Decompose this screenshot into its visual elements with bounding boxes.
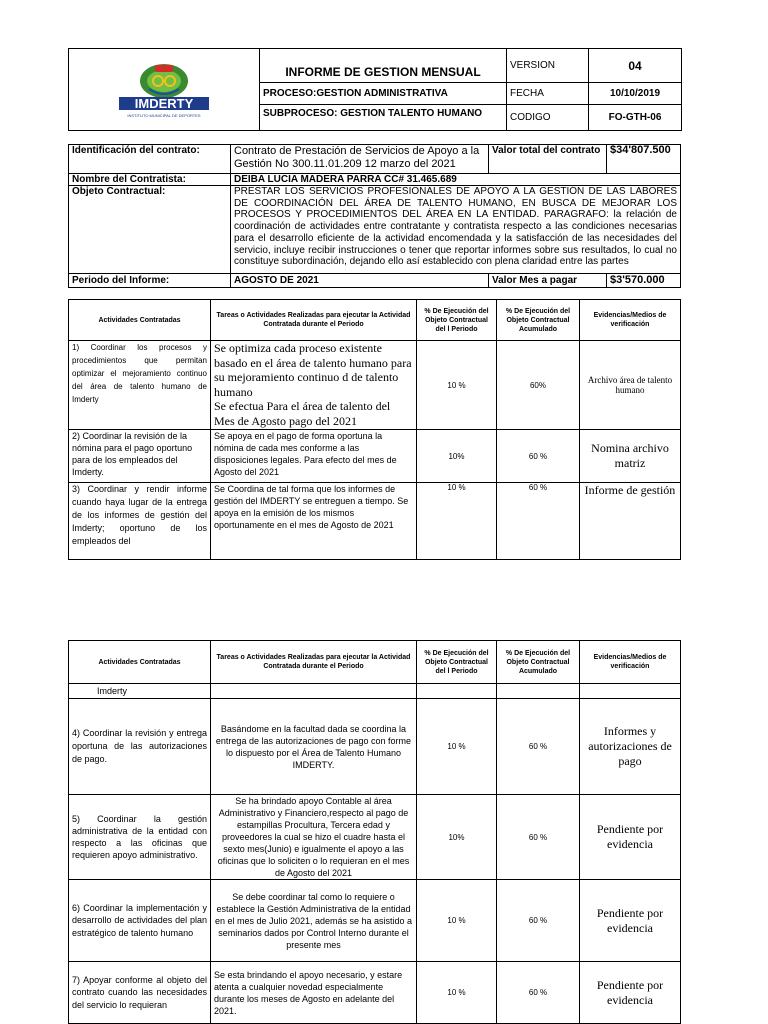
table-row xyxy=(69,341,681,430)
code-value: FO-GTH-06 xyxy=(589,105,682,131)
col-exec-period: % De Ejecución del Objeto Contractual del l Periodo xyxy=(417,641,497,684)
code-label: CODIGO xyxy=(507,105,589,131)
object-label: Objeto Contractual: xyxy=(69,186,231,274)
table-row xyxy=(69,795,681,880)
month-value: $3'570.000 xyxy=(607,274,681,288)
task-cell: Se Coordina de tal forma que los informes de gestión del IMDERTY se entreguen a tiempo. Se apoya en la emisión de los mismos oportunamente en el mes de Agosto de 2021 xyxy=(211,483,417,560)
report-title: INFORME DE GESTION MENSUAL xyxy=(260,49,507,83)
logo-text: IMDERTY xyxy=(134,95,194,111)
total-value-label: Valor total del contrato xyxy=(489,145,607,174)
col-exec-acc: % De Ejecución del Objeto Contractual Acumulado xyxy=(497,641,580,684)
activities-table-1 xyxy=(68,299,681,560)
exec-period-cell: 10 % xyxy=(417,880,497,962)
version-label: VERSION xyxy=(507,49,589,83)
exec-period-cell: 10 % xyxy=(417,341,497,430)
task-cell: Se esta brindando el apoyo necesario, y estare atenta a cualquier novedad especialmente durante los meses de Agosto en adelante del 2021. xyxy=(211,962,417,1024)
subprocess-label: SUBPROCESO: GESTION TALENTO HUMANO xyxy=(260,105,507,131)
table-row xyxy=(69,880,681,962)
exec-acc-cell: 60 % xyxy=(497,962,580,1024)
contractor-name-value: DEIBA LUCIA MADERA PARRA CC# 31.465.689 xyxy=(231,174,681,186)
col-activities: Actividades Contratadas xyxy=(69,300,211,341)
activity-cell: 7) Apoyar conforme al objeto del contrato cuando las necesidades del servicio lo requieran xyxy=(69,962,211,1024)
evidence-cell: Archivo área de talento humano xyxy=(580,341,681,430)
process-label: PROCESO:GESTION ADMINISTRATIVA xyxy=(260,83,507,105)
period-value: AGOSTO DE 2021 xyxy=(231,274,489,288)
table-row xyxy=(69,684,681,699)
exec-acc-cell: 60 % xyxy=(497,880,580,962)
exec-period-cell: 10% xyxy=(417,795,497,880)
col-tasks: Tareas o Actividades Realizadas para ejecutar la Actividad Contratada durante el Periodo xyxy=(211,641,417,684)
exec-period-cell: 10 % xyxy=(417,483,497,560)
total-value: $34'807.500 xyxy=(607,145,681,174)
evidence-cell: Pendiente por evidencia xyxy=(580,795,681,880)
contract-id-value: Contrato de Prestación de Servicios de Apoyo a la Gestión No 300.11.01.209 12 marzo del 2021 xyxy=(231,145,489,174)
exec-acc-cell: 60 % xyxy=(497,430,580,483)
col-evidence: Evidencias/Medios de verificación xyxy=(580,300,681,341)
evidence-cell: Informes y autorizaciones de pago xyxy=(580,699,681,795)
col-evidence: Evidencias/Medios de verificación xyxy=(580,641,681,684)
table-row xyxy=(69,430,681,483)
col-exec-acc: % De Ejecución del Objeto Contractual Acumulado xyxy=(497,300,580,341)
evidence-cell: Nomina archivo matriz xyxy=(580,430,681,483)
logo-subtitle: INSTITUTO MUNICIPAL DE DEPORTES xyxy=(127,112,201,118)
exec-acc-cell: 60% xyxy=(497,341,580,430)
task-cell: Se apoya en el pago de forma oportuna la nómina de cada mes conforme a las disposiciones legales. Para efecto del mes de Agosto del 2021 xyxy=(211,430,417,483)
activities-table-2 xyxy=(68,640,681,1024)
task-cell: Basándome en la facultad dada se coordina la entrega de las autorizaciones de pago con forme lo dispuesto por el Área de Talento Humano IMDERTY. xyxy=(211,699,417,795)
imderty-logo xyxy=(109,59,219,121)
period-label: Periodo del Informe: xyxy=(69,274,231,288)
contractor-name-label: Nombre del Contratista: xyxy=(69,174,231,186)
activity-cell: 4) Coordinar la revisión y entrega oportuna de las autorizaciones de pago. xyxy=(69,699,211,795)
activity-cell: 6) Coordinar la implementación y desarrollo de actividades del plan estratégico de talento humano xyxy=(69,880,211,962)
logo-cell xyxy=(69,49,260,131)
evidence-cell: Pendiente por evidencia xyxy=(580,962,681,1024)
col-activities: Actividades Contratadas xyxy=(69,641,211,684)
table-row xyxy=(69,699,681,795)
task-cell: Se optimiza cada proceso existente basado en el área de talento humano para su mejoramiento continuo d de talento humano Se efectua Para el área de talento del Mes de Agosto pago del 2021 xyxy=(211,341,417,430)
continued-activity-cell: Imderty xyxy=(69,684,211,699)
table-row xyxy=(69,483,681,560)
exec-acc-cell: 60 % xyxy=(497,483,580,560)
exec-acc-cell: 60 % xyxy=(497,699,580,795)
table-row xyxy=(69,962,681,1024)
date-label: FECHA xyxy=(507,83,589,105)
version-value: 04 xyxy=(589,49,682,83)
activity-cell: 3) Coordinar y rendir informe cuando haya lugar de la entrega de los informes de gestión del Imderty; oportuno de los empleados del xyxy=(69,483,211,560)
exec-period-cell: 10% xyxy=(417,430,497,483)
task-cell: Se debe coordinar tal como lo requiere o establece la Gestión Administrativa de la entidad en el mes de Julio 2021, además se ha asistido a seminarios dados por Control Interno durante el presente mes xyxy=(211,880,417,962)
evidence-cell: Informe de gestión xyxy=(580,483,681,560)
contract-table xyxy=(68,144,681,288)
col-exec-period: % De Ejecución del Objeto Contractual del l Periodo xyxy=(417,300,497,341)
month-value-label: Valor Mes a pagar xyxy=(489,274,607,288)
activity-cell: 2) Coordinar la revisión de la nómina para el pago oportuno para de los empleados del Imderty. xyxy=(69,430,211,483)
header-table xyxy=(68,48,682,131)
evidence-cell: Pendiente por evidencia xyxy=(580,880,681,962)
contract-id-label: Identificación del contrato: xyxy=(69,145,231,174)
activity-cell: 5) Coordinar la gestión administrativa de la entidad con respecto a las oficinas que requieren apoyo administrativo. xyxy=(69,795,211,880)
activity-cell: 1) Coordinar los procesos y procedimientos que permitan optimizar el mejoramiento continuo del área de talento humano de Imderty xyxy=(69,341,211,430)
task-cell: Se ha brindado apoyo Contable al área Administrativo y Financiero,respecto al pago de estampillas Procultura, Tercera edad y proveedores la cual se hizo el cuadre hasta el sexto mes(Junio) e igualmente el apoyo a las oficinas que lo soliciten o lo requieran en el mes de Agosto del 2021 xyxy=(211,795,417,880)
exec-period-cell: 10 % xyxy=(417,962,497,1024)
object-value: PRESTAR LOS SERVICIOS PROFESIONALES DE APOYO A LA GESTIÓN DE LAS LABORES DE COORDINACIÓN DEL ÁREA DE TALENTO HUMANO, EN BUSCA DE MEJORAR LOS PROCESOS Y PROCEDIMIENTOS DEL ÁREA EN LA ENTIDAD. PARAGRAFO: la relación de coordinación de actividades entre contratante y contratista respecto a las condiciones necesarias para el desarrollo eficiente de la actividad encomendada y la satisfacción de las necesidades del servicio, incluye recibir instrucciones o tener que reportar informes sobre sus resultados, lo cual no constituye subordinación, dejando ello así establecido con plena claridad entre las partes xyxy=(231,186,681,274)
exec-acc-cell: 60 % xyxy=(497,795,580,880)
date-value: 10/10/2019 xyxy=(589,83,682,105)
exec-period-cell: 10 % xyxy=(417,699,497,795)
col-tasks: Tareas o Actividades Realizadas para ejecutar la Actividad Contratada durante el Periodo xyxy=(211,300,417,341)
